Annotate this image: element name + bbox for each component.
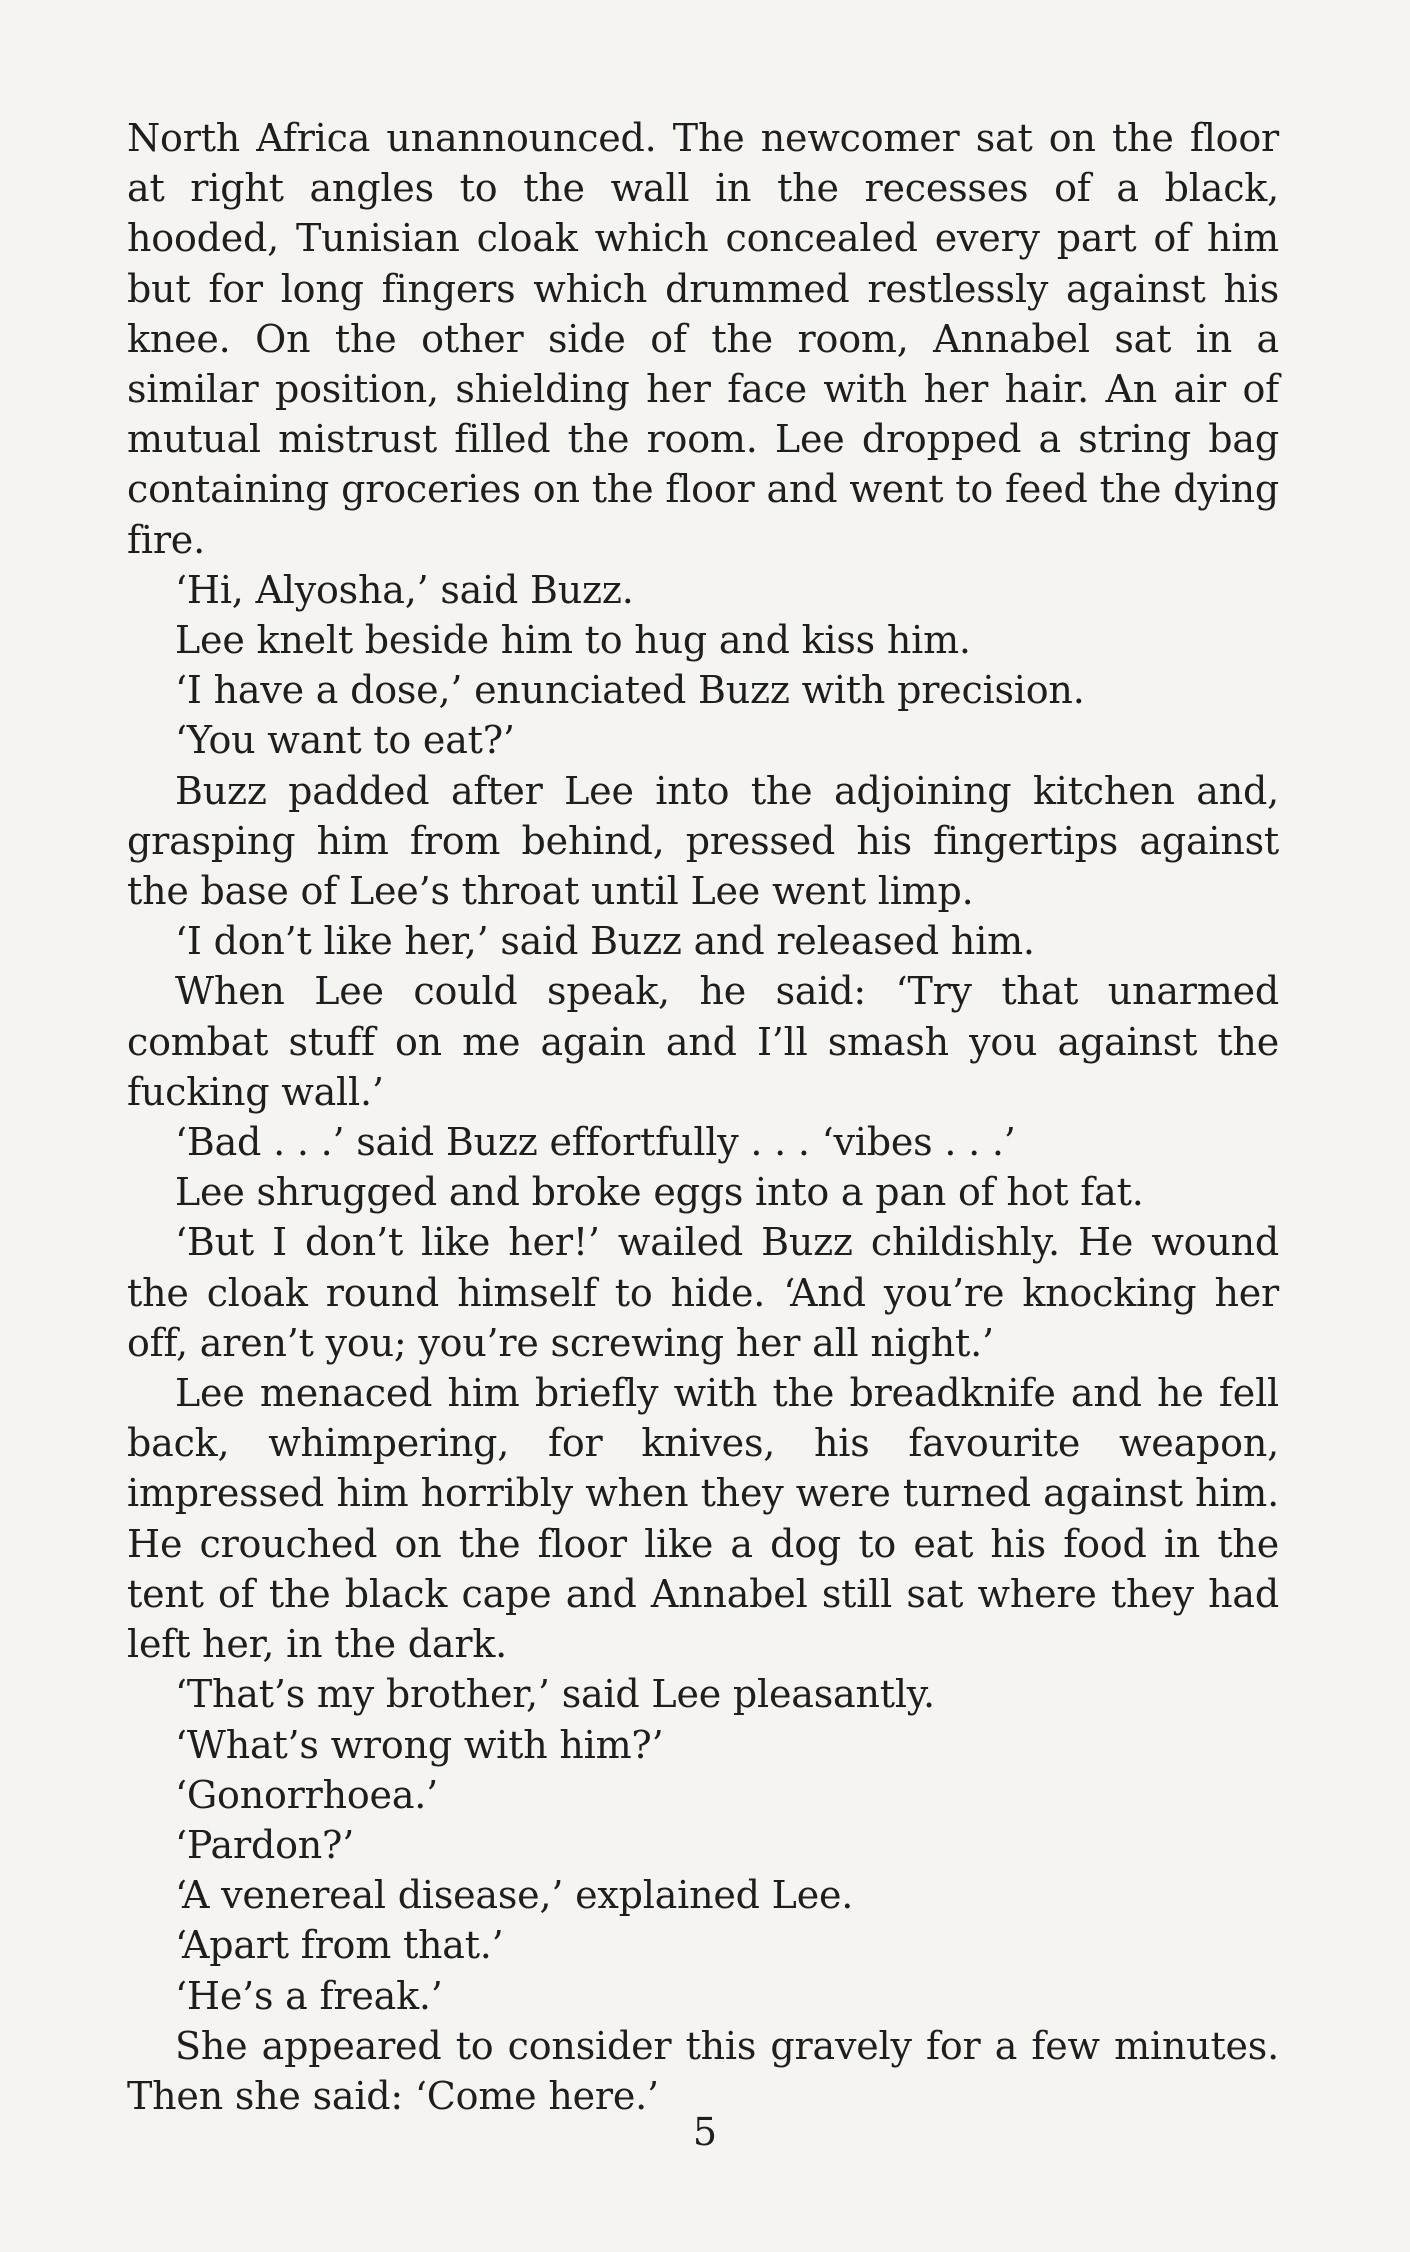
paragraph-20: She appeared to consider this gravely for a few minutes. Then she said: ‘Come here.’	[127, 2023, 1279, 2118]
paragraph-2: ‘Hi, Alyosha,’ said Buzz.	[175, 567, 634, 612]
paragraph-14: ‘What’s wrong with him?’	[175, 1722, 664, 1767]
paragraph-6: Buzz padded after Lee into the adjoining kitchen and, grasping him from behind, pressed his fingertips against the base of Lee’s throat until Lee went limp.	[127, 768, 1279, 914]
paragraph-8: When Lee could speak, he said: ‘Try that unarmed combat stuff on me again and I’ll smash you against the fucking wall.’	[127, 969, 1279, 1114]
paragraph-9: ‘Bad . . .’ said Buzz effortfully . . . ‘vibes . . .’	[175, 1120, 1016, 1165]
paragraph-19: ‘He’s a freak.’	[175, 1973, 443, 2018]
paragraph-11: ‘But I don’t like her!’ wailed Buzz childishly. He wound the cloak round himself to hide. ‘And you’re knocking her off, aren’t you; you’re screwing her all night.’	[127, 1220, 1279, 1365]
page-number: 5	[692, 2110, 718, 2154]
paragraph-16: ‘Pardon?’	[175, 1822, 355, 1867]
paragraph-7: ‘I don’t like her,’ said Buzz and released him.	[175, 919, 1035, 964]
paragraph-17: ‘A venereal disease,’ explained Lee.	[175, 1873, 854, 1918]
paragraph-18: ‘Apart from that.’	[175, 1923, 504, 1968]
paragraph-3: Lee knelt beside him to hug and kiss him.	[175, 618, 971, 663]
paragraph-12: Lee menaced him briefly with the breadknife and he fell back, whimpering, for knives, his favourite weapon, impressed him horribly when they were turned against him. He crouched on the floor like a dog to eat his food in the tent of the black cape and Annabel still sat where they had left her, in the dark.	[127, 1371, 1279, 1667]
paragraph-1: North Africa unannounced. The newcomer sat on the floor at right angles to the wall in the recesses of a black, hooded, Tunisian cloak which concealed every part of him but for long fingers which drummed restlessly against his knee. On the other side of the room, Annabel sat in a similar position, shielding her face with her hair. An air of mutual mistrust filled the room. Lee dropped a string bag containing groceries on the floor and went to feed the dying fire.	[127, 116, 1279, 562]
paragraph-15: ‘Gonorrhoea.’	[175, 1772, 439, 1817]
body-text	[127, 113, 1279, 2121]
paragraph-10: Lee shrugged and broke eggs into a pan of hot fat.	[175, 1170, 1144, 1215]
paragraph-5: ‘You want to eat?’	[175, 718, 515, 763]
paragraph-13: ‘That’s my brother,’ said Lee pleasantly.	[175, 1672, 935, 1717]
paragraph-4: ‘I have a dose,’ enunciated Buzz with precision.	[175, 668, 1085, 713]
